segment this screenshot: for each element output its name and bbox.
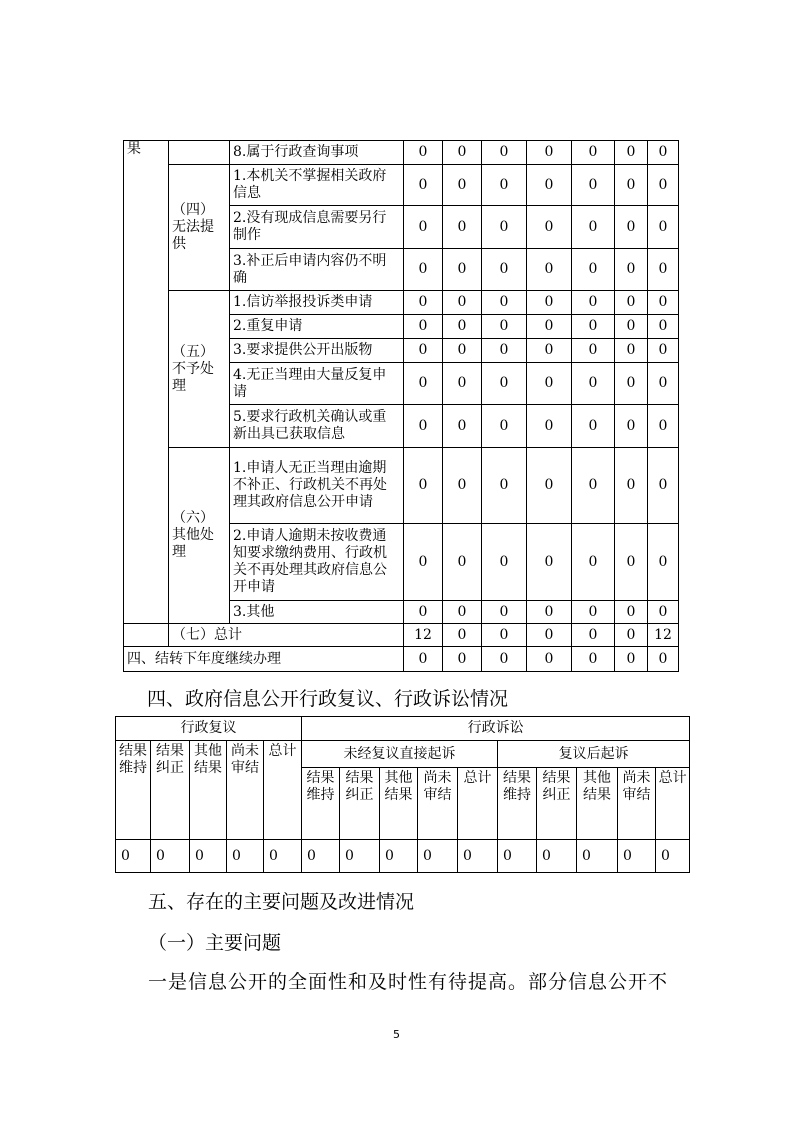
cell-value: 0 [615,315,648,339]
cell-value: 0 [615,363,648,405]
cell-value: 0 [572,291,615,315]
header-row [116,741,690,768]
cell-value: 0 [482,339,527,363]
carry-over-row [124,647,679,672]
cell-value: 0 [264,840,302,873]
cell-value: 0 [482,448,527,524]
cell-value: 0 [380,840,418,873]
cell-value: 0 [404,363,443,405]
row-label: 5.要求行政机关确认或重新出具已获取信息 [230,405,404,448]
cell-value: 0 [443,141,482,165]
cell-value: 0 [190,840,227,873]
section-4-title: 四、政府信息公开行政复议、行政诉讼情况 [147,688,509,710]
cell-value: 0 [615,524,648,601]
cell-value: 0 [648,206,679,249]
cell-value: 0 [648,165,679,206]
cell-value: 0 [443,315,482,339]
col-header: 尚未审结 [227,741,264,840]
col-header: 结果维持 [498,768,537,840]
cell-value: 0 [648,448,679,524]
col-header: 其他结果 [190,741,227,840]
cell-value: 0 [615,448,648,524]
cell-value: 0 [572,524,615,601]
row-label: 1.信访举报投诉类申请 [230,291,404,315]
cell-value: 0 [527,524,572,601]
cell-value: 0 [443,206,482,249]
cell-value: 0 [615,339,648,363]
cell-value: 0 [648,647,679,672]
direct-suit-header: 未经复议直接起诉 [302,741,498,768]
cell-value: 0 [404,315,443,339]
cell-value: 0 [116,840,151,873]
cell-value: 0 [648,315,679,339]
cell-value: 0 [648,291,679,315]
cell-value: 0 [648,601,679,624]
total-row [124,624,679,647]
cell-value: 0 [443,165,482,206]
cell-value: 12 [648,624,679,647]
cell-value: 0 [482,647,527,672]
cell-value: 0 [527,315,572,339]
cell-value: 0 [572,448,615,524]
cell-value: 0 [572,206,615,249]
carry-over-label: 四、结转下年度继续办理 [124,647,404,672]
cell-value: 0 [482,141,527,165]
review-litigation-table [115,716,690,873]
body-paragraph: 一是信息公开的全面性和及时性有待提高。部分信息公开不 [148,971,669,993]
row-label: 3.要求提供公开出版物 [230,339,404,363]
cell-value: 0 [404,165,443,206]
group-label: （四）无法提供 [169,165,230,291]
cell-value: 0 [302,840,340,873]
cell-value: 0 [648,249,679,291]
cell-value: 0 [648,339,679,363]
cell-value: 0 [527,165,572,206]
cell-value: 0 [572,363,615,405]
table-row [124,291,679,315]
cell-value: 0 [482,405,527,448]
cell-value: 0 [572,315,615,339]
cell-value: 0 [482,601,527,624]
admin-review-header: 行政复议 [116,717,302,741]
cell-value: 0 [527,339,572,363]
group-label: （五）不予处理 [169,291,230,448]
cell-value: 0 [404,647,443,672]
row-label: 3.其他 [230,601,404,624]
cell-value: 0 [527,448,572,524]
cell-value: 0 [443,363,482,405]
row-label: 1.申请人无正当理由逾期不补正、行政机关不再处理其政府信息公开申请 [230,448,404,524]
col-header: 总计 [656,768,690,840]
cell-value: 0 [648,141,679,165]
cell-value: 0 [572,601,615,624]
col-header: 总计 [458,768,498,840]
col-header: 结果维持 [116,741,151,840]
cell-value: 0 [572,249,615,291]
cell-value: 0 [443,291,482,315]
cell-value: 0 [443,339,482,363]
cell-value: 0 [572,141,615,165]
cell-value: 0 [615,601,648,624]
cell-value: 0 [482,315,527,339]
cell-value: 0 [572,624,615,647]
cell-value: 0 [340,840,380,873]
cell-value: 0 [443,249,482,291]
cell-value: 0 [615,249,648,291]
col-header: 结果纠正 [151,741,190,840]
cell-value: 0 [615,165,648,206]
cell-value: 0 [151,840,190,873]
cell-value: 0 [615,141,648,165]
cell-value: 0 [404,405,443,448]
cell-value: 0 [404,141,443,165]
cell-value: 0 [482,206,527,249]
table-row [124,141,679,165]
col-header: 尚未审结 [418,768,458,840]
row-label: 2.重复申请 [230,315,404,339]
cell-value: 0 [418,840,458,873]
cell-value: 0 [527,601,572,624]
row-label: 1.本机关不掌握相关政府信息 [230,165,404,206]
cell-value: 0 [615,291,648,315]
cell-value: 0 [443,524,482,601]
cell-value: 0 [572,339,615,363]
cell-value: 12 [404,624,443,647]
table-row [124,448,679,524]
cell-value: 0 [443,601,482,624]
category-label: 果 [124,141,169,624]
col-header: 尚未审结 [618,768,656,840]
cell-value: 0 [527,405,572,448]
cell-value: 0 [482,624,527,647]
litigation-header: 行政诉讼 [302,717,690,741]
cell-value: 0 [527,141,572,165]
after-review-header: 复议后起诉 [498,741,690,768]
cell-value: 0 [615,206,648,249]
cell-value: 0 [527,206,572,249]
empty-cell [124,624,169,647]
cell-value: 0 [527,647,572,672]
cell-value: 0 [482,524,527,601]
col-header: 其他结果 [380,768,418,840]
col-header: 总计 [264,741,302,840]
cell-value: 0 [537,840,577,873]
cell-value: 0 [572,165,615,206]
total-label: （七）总计 [169,624,404,647]
cell-value: 0 [404,206,443,249]
row-label: 2.没有现成信息需要另行制作 [230,206,404,249]
cell-value: 0 [648,363,679,405]
cell-value: 0 [527,624,572,647]
cell-value: 0 [404,601,443,624]
col-header: 结果维持 [302,768,340,840]
cell-value: 0 [404,448,443,524]
cell-value: 0 [443,448,482,524]
cell-value: 0 [577,840,618,873]
cell-value: 0 [615,405,648,448]
cell-value: 0 [482,249,527,291]
cell-value: 0 [498,840,537,873]
subsection-title: （一）主要问题 [148,932,282,954]
row-label: 2.申请人逾期未按收费通知要求缴纳费用、行政机关不再处理其政府信息公开申请 [230,524,404,601]
application-result-table [123,140,679,672]
cell-value: 0 [482,291,527,315]
cell-value: 0 [572,647,615,672]
cell-value: 0 [443,647,482,672]
cell-value: 0 [527,291,572,315]
cell-value: 0 [443,405,482,448]
cell-value: 0 [648,524,679,601]
col-header: 结果纠正 [537,768,577,840]
table-row [116,840,690,873]
cell-value: 0 [648,405,679,448]
cell-value: 0 [482,165,527,206]
cell-value: 0 [527,249,572,291]
cell-value: 0 [656,840,690,873]
group-label: （六）其他处理 [169,448,230,624]
table-row [124,165,679,206]
cell-value: 0 [615,647,648,672]
header-row [116,717,690,741]
row-label: 4.无正当理由大量反复申请 [230,363,404,405]
cell-value: 0 [404,291,443,315]
cell-value: 0 [404,339,443,363]
cell-value: 0 [458,840,498,873]
cell-value: 0 [404,524,443,601]
cell-value: 0 [482,363,527,405]
row-label: 3.补正后申请内容仍不明确 [230,249,404,291]
cell-value: 0 [615,624,648,647]
cell-value: 0 [572,405,615,448]
col-header: 结果纠正 [340,768,380,840]
cell-value: 0 [618,840,656,873]
cell-value: 0 [404,249,443,291]
empty-cell [169,141,230,165]
row-label: 8.属于行政查询事项 [230,141,404,165]
col-header: 其他结果 [577,768,618,840]
page-number: 5 [393,1028,400,1041]
section-5-title: 五、存在的主要问题及改进情况 [148,891,415,913]
cell-value: 0 [443,624,482,647]
cell-value: 0 [527,363,572,405]
cell-value: 0 [227,840,264,873]
